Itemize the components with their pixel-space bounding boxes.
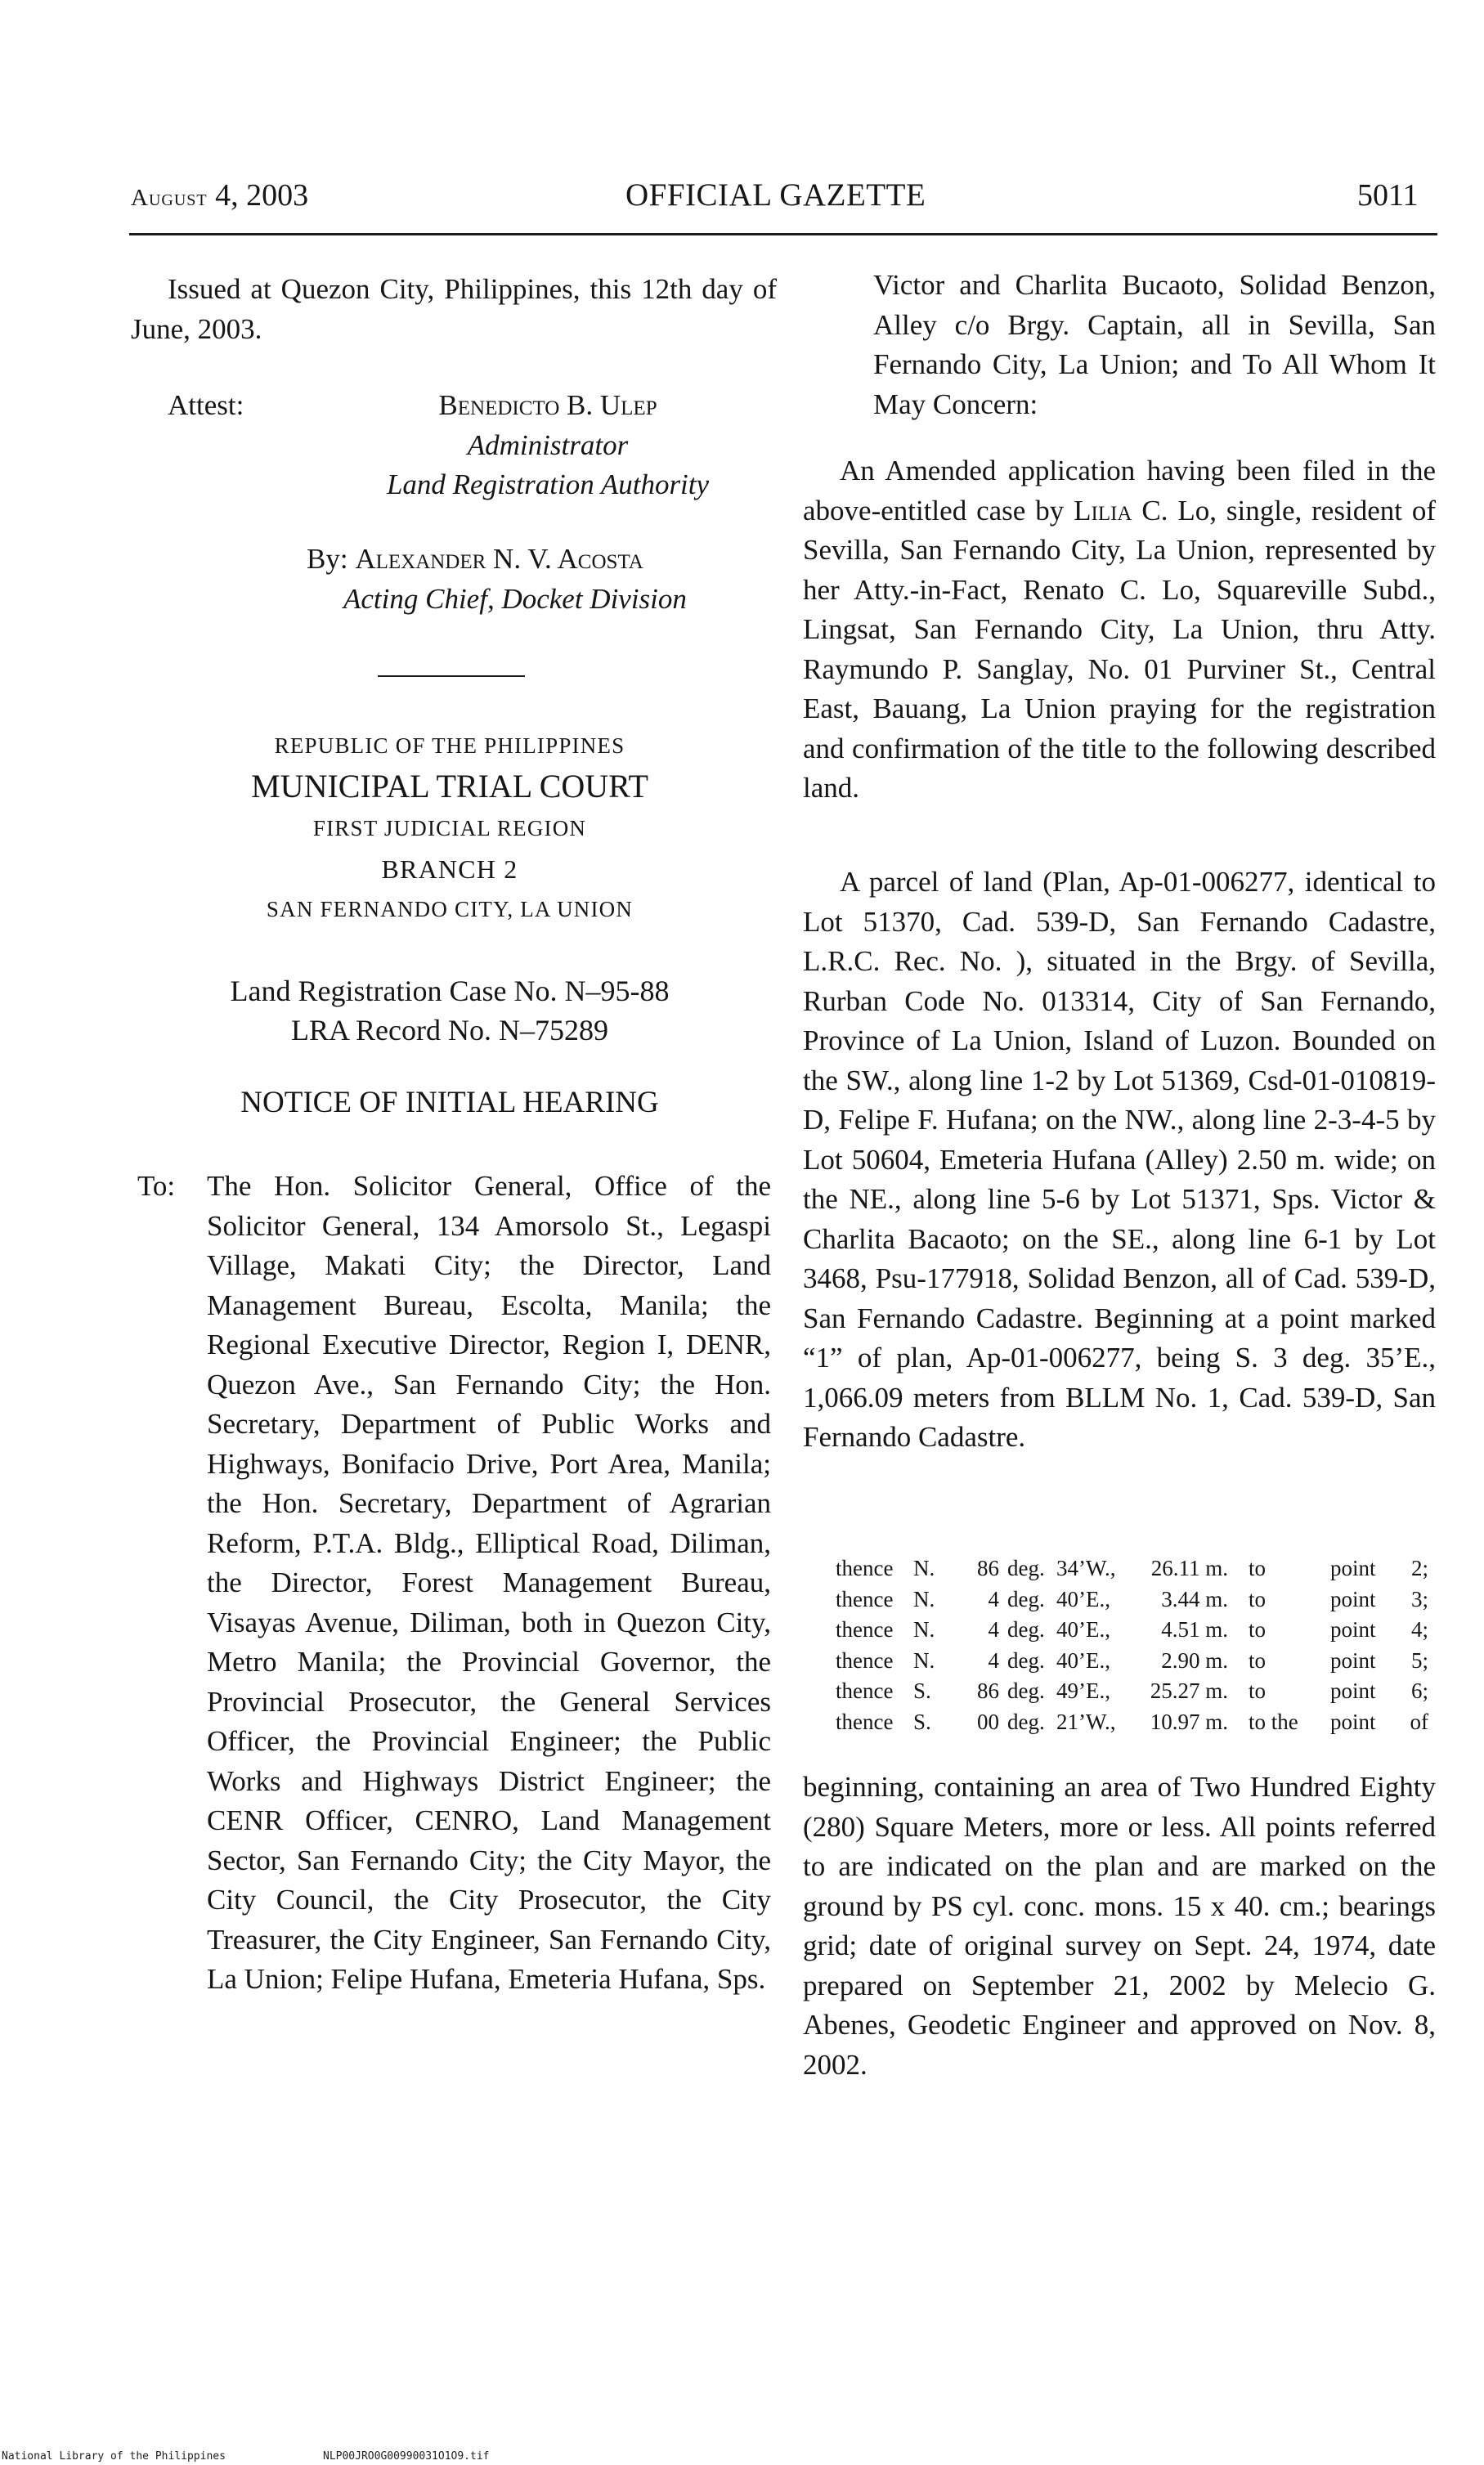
- bearing-ns: N.: [913, 1586, 935, 1611]
- by-title: Acting Chief, Docket Division: [343, 582, 687, 615]
- bearing-point: point: [1330, 1586, 1376, 1611]
- bearing-deg: 4: [988, 1617, 999, 1642]
- bearing-num: 4;: [1410, 1617, 1428, 1642]
- bearing-to: to: [1249, 1586, 1267, 1611]
- applicant-name: Lilia: [1074, 494, 1132, 527]
- bearing-min: 40’E.,: [1056, 1617, 1110, 1642]
- bearing-row: [836, 1676, 1428, 1707]
- bearing-thence: thence: [836, 1647, 894, 1673]
- court-region: FIRST JUDICIAL REGION: [312, 816, 587, 840]
- bearing-to: to: [1249, 1647, 1267, 1673]
- attest-agency: Land Registration Authority: [386, 468, 710, 500]
- bearing-num: 3;: [1410, 1586, 1428, 1611]
- court-branch: BRANCH 2: [381, 854, 518, 884]
- bearing-ns: N.: [913, 1617, 935, 1642]
- bearing-thence: thence: [836, 1678, 894, 1703]
- header-date: [131, 176, 308, 217]
- bearing-row: [836, 1584, 1428, 1616]
- court-location: SAN FERNANDO CITY, LA UNION: [266, 897, 634, 921]
- bearing-deg: 00: [977, 1709, 999, 1734]
- bearing-dist: 10.97 m.: [1150, 1709, 1228, 1734]
- court-name: MUNICIPAL TRIAL COURT: [251, 768, 648, 804]
- bearing-deg: 4: [988, 1647, 999, 1673]
- bearing-num: 6;: [1410, 1678, 1428, 1703]
- bearing-degw: deg.: [1007, 1709, 1045, 1734]
- bearing-ns: S.: [913, 1678, 931, 1703]
- bearings-body: [836, 1553, 1428, 1737]
- bearing-row: [836, 1553, 1428, 1584]
- bearing-thence: thence: [836, 1709, 894, 1734]
- bearing-to: to the: [1249, 1709, 1298, 1734]
- bearing-num: 2;: [1410, 1556, 1428, 1580]
- bearing-dist: 26.11 m.: [1150, 1556, 1228, 1580]
- bearing-dist: 4.51 m.: [1161, 1617, 1228, 1642]
- header-page-number: 5011: [1357, 178, 1419, 213]
- bearing-row: [836, 1707, 1428, 1738]
- bearing-thence: thence: [836, 1617, 894, 1642]
- bearing-point: point: [1330, 1647, 1376, 1673]
- bearing-degw: deg.: [1007, 1678, 1045, 1703]
- issued-statement: Issued at Quezon City, Philippines, this 12th day of June, 2003.: [131, 273, 777, 345]
- bearing-degw: deg.: [1007, 1617, 1045, 1642]
- application-after-name: C. Lo, single, resident of Sevilla, San Fernando City, La Union, represented by her Atty.-in-Fact, Renato C. Lo, Squareville Subd., Lingsat, San Fernando City, La Union, thru Atty. Raymundo P. Sanglay, No. 01 Purviner St., Central East, Bauang, La Union praying for the registration and confirmation of the title to the following described land.: [803, 494, 1437, 804]
- addressees-right: Victor and Charlita Bucaoto, Solidad Benzon, Alley c/o Brgy. Captain, all in Sevilla, San Fernando City, La Union; and To All Whom It May Concern:: [873, 269, 1436, 420]
- bearing-deg: 86: [977, 1678, 999, 1703]
- header-title: OFFICIAL GAZETTE: [625, 177, 926, 213]
- application-paragraph: [803, 451, 1436, 809]
- by-signatory: [307, 540, 764, 619]
- header-date-month: August: [131, 185, 208, 211]
- header-date-rest: 4, 2003: [215, 178, 309, 213]
- bearing-thence: thence: [836, 1586, 894, 1611]
- notice-title: NOTICE OF INITIAL HEARING: [240, 1086, 659, 1119]
- lra-record-number: LRA Record No. N–75289: [291, 1014, 608, 1047]
- by-name: Alexander N. V. Acosta: [355, 543, 643, 575]
- attest-label: Attest:: [168, 389, 244, 421]
- bearing-min: 49’E.,: [1056, 1678, 1110, 1703]
- bearing-deg: 4: [988, 1586, 999, 1611]
- footer-library: National Library of the Philippines: [2, 2450, 226, 2463]
- bearing-ns: N.: [913, 1556, 935, 1580]
- bearing-min: 40’E.,: [1056, 1647, 1110, 1673]
- bearing-dist: 2.90 m.: [1161, 1647, 1228, 1673]
- bearing-deg: 86: [977, 1556, 999, 1580]
- bearing-dist: 3.44 m.: [1161, 1586, 1228, 1611]
- attest-signatory: [327, 386, 769, 505]
- court-republic: REPUBLIC OF THE PHILIPPINES: [274, 733, 625, 758]
- bearing-to: to: [1249, 1617, 1267, 1642]
- bearing-degw: deg.: [1007, 1556, 1045, 1580]
- bearing-ns: N.: [913, 1647, 935, 1673]
- bearing-row: [836, 1615, 1428, 1646]
- bearing-num: 5;: [1410, 1647, 1428, 1673]
- to-label: To:: [137, 1170, 176, 1202]
- bearing-min: 34’W.,: [1056, 1556, 1116, 1580]
- bearing-ns: S.: [913, 1709, 931, 1734]
- bearing-row: [836, 1646, 1428, 1677]
- attest-title: Administrator: [467, 428, 629, 461]
- bearing-point: point: [1330, 1617, 1376, 1642]
- bearings-table: [836, 1553, 1428, 1737]
- bearing-degw: deg.: [1007, 1586, 1045, 1611]
- addressees-left: The Hon. Solicitor General, Office of the Solicitor General, 134 Amorsolo St., Legaspi Village, Makati City; the Director, Land Management Bureau, Escolta, Manila; the Regional Executive Director, Region I, DENR, Quezon Ave., San Fernando City; the Hon. Secretary, Department of Public Works and Highways, Bonifacio Drive, Port Area, Manila; the Hon. Secretary, Department of Agrarian Reform, P.T.A. Bldg., Elliptical Road, Diliman, the Director, Forest Management Bureau, Visayas Avenue, Diliman, both in Quezon City, Metro Manila; the Provincial Governor, the Provincial Prosecutor, the General Services Officer, the Provincial Engineer; the Public Works and Highways District Engineer; the CENR Officer, CENRO, Land Management Sector, San Fernando City; the City Mayor, the City Council, the City Prosecutor, the City Treasurer, the City Engineer, San Fernando City, La Union; Felipe Hufana, Emeteria Hufana, Sps.: [207, 1170, 771, 1995]
- footer-filename: NLP00JRO0G00990031O1O9.tif: [323, 2450, 490, 2463]
- application-before-name: An Amended application having been filed in the above-entitled case by: [803, 455, 1436, 527]
- bearing-to: to: [1249, 1678, 1267, 1703]
- bearing-thence: thence: [836, 1556, 894, 1580]
- section-divider: [378, 675, 525, 677]
- parcel-description: A parcel of land (Plan, Ap-01-006277, identical to Lot 51370, Cad. 539-D, San Fernando Cadastre, L.R.C. Rec. No. ), situated in the Brgy. of Sevilla, Rurban Code No. 013314, City of San Fernando, Province of La Union, Island of Luzon. Bounded on the SW., along line 1-2 by Lot 51369, Csd-01-010819-D, Felipe F. Hufana; on the NW., along line 2-3-4-5 by Lot 50604, Emeteria Hufana (Alley) 2.50 m. wide; on the NE., along line 5-6 by Lot 51371, Sps. Victor & Charlita Bacaoto; on the SE., along line 6-1 by Lot 3468, Psu-177918, Solidad Benzon, all of Cad. 539-D, San Fernando Cadastre. Beginning at a point marked “1” of plan, Ap-01-006277, being S. 3 deg. 35’E., 1,066.09 meters from BLLM No. 1, Cad. 539-D, San Fernando Cadastre.: [803, 866, 1436, 1453]
- header-rule: [129, 233, 1437, 235]
- attest-name: Benedicto B. Ulep: [438, 389, 657, 421]
- bearing-to: to: [1249, 1556, 1267, 1580]
- bearing-num: of: [1410, 1709, 1428, 1734]
- bearing-degw: deg.: [1007, 1647, 1045, 1673]
- by-label: By:: [307, 543, 348, 575]
- bearing-point: point: [1330, 1678, 1376, 1703]
- case-number: Land Registration Case No. N–95-88: [230, 975, 670, 1007]
- bearing-min: 21’W.,: [1056, 1709, 1116, 1734]
- closing-paragraph: beginning, containing an area of Two Hundred Eighty (280) Square Meters, more or less. All points referred to are indicated on the plan and are marked on the ground by PS cyl. conc. mons. 15 x 40. cm.; bearings grid; date of original survey on Sept. 24, 1974, date prepared on September 21, 2002 by Melecio G. Abenes, Geodetic Engineer and approved on Nov. 8, 2002.: [803, 1771, 1436, 2081]
- bearing-point: point: [1330, 1709, 1376, 1734]
- bearing-min: 40’E.,: [1056, 1586, 1110, 1611]
- bearing-point: point: [1330, 1556, 1376, 1580]
- bearing-dist: 25.27 m.: [1150, 1678, 1228, 1703]
